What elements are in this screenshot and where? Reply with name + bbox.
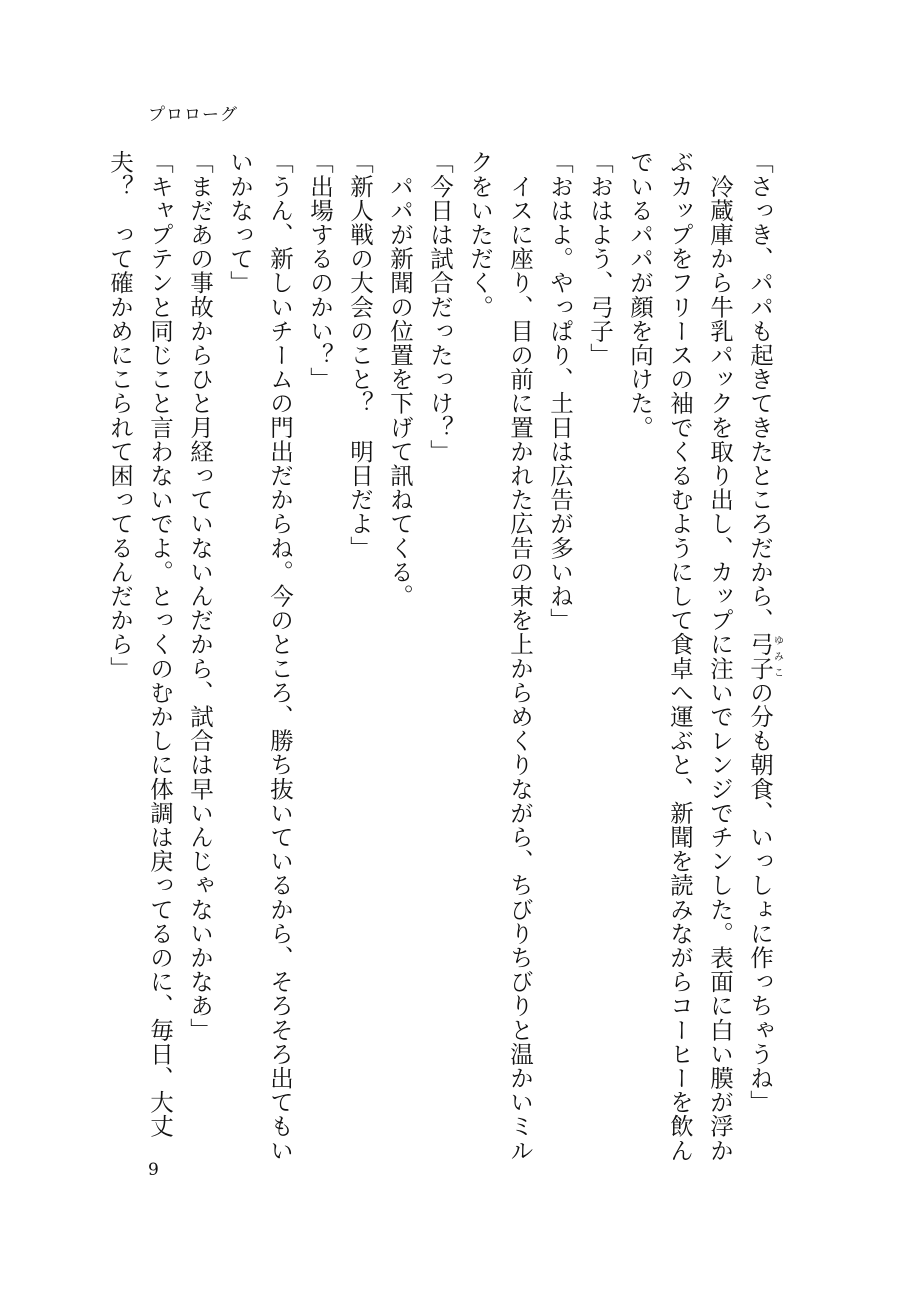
text-line-7: イスに座り、目の前に置かれた広告の束を上からめくりながら、ちびりちびりと温かいミル [506, 150, 534, 1163]
text-line-6: 「おはよ。やっぱり、土日は広告が多いね」 [546, 150, 574, 632]
text-line-15: 「まだあの事故からひと月経っていないんだから、試合は早いんじゃないかなあ」 [186, 150, 214, 1042]
text-line-17: 夫？ って確かめにこられて困ってるんだから」 [106, 150, 134, 681]
text-line-16: 「キャプテンと同じこと言わないでよ。とっくのむかしに体調は戻ってるのに、毎日、大丈 [146, 150, 174, 1139]
furigana-yumiko [746, 632, 783, 681]
vertical-body-text [100, 150, 783, 1163]
text-line-3: ぶカップをフリースの袖でくるむようにして食卓へ運ぶと、新聞を読みながらコーヒーを飲ん [666, 150, 694, 1163]
chapter-title: プロローグ [148, 105, 238, 125]
text-line-1-part-1: 「さっき、パパも起きてきたところだから、 [746, 150, 774, 632]
ruby-base: 弓子 [746, 632, 774, 681]
text-line-2: 冷蔵庫から牛乳パックを取り出し、カップに注いでレンジでチンした。表面に白い膜が浮か [706, 150, 734, 1163]
text-line-5: 「おはよう、弓子」 [586, 150, 614, 367]
text-line-11: 「新人戦の大会のこと？ 明日だよ」 [346, 150, 374, 560]
text-line-1-part-2: の分も朝食、いっしょに作っちゃうね」 [746, 680, 774, 1115]
text-line-14: いかなって」 [226, 150, 254, 295]
page-number: 9 [148, 1160, 159, 1180]
text-line-4: でいるパパが顔を向けた。 [626, 150, 654, 440]
text-line-9: 「今日は試合だったっけ？」 [426, 150, 454, 464]
ruby-reading: ゆみこ [771, 632, 783, 681]
text-line-12: 「出場するのかい？」 [306, 150, 334, 391]
text-line-10: パパが新聞の位置を下げて訊ねてくる。 [386, 150, 414, 608]
text-line-8: クをいただく。 [466, 150, 494, 319]
text-line-1 [740, 150, 782, 1160]
text-line-13: 「うん、新しいチームの門出だからね。今のところ、勝ち抜いているから、そろそろ出てもい [266, 150, 294, 1163]
